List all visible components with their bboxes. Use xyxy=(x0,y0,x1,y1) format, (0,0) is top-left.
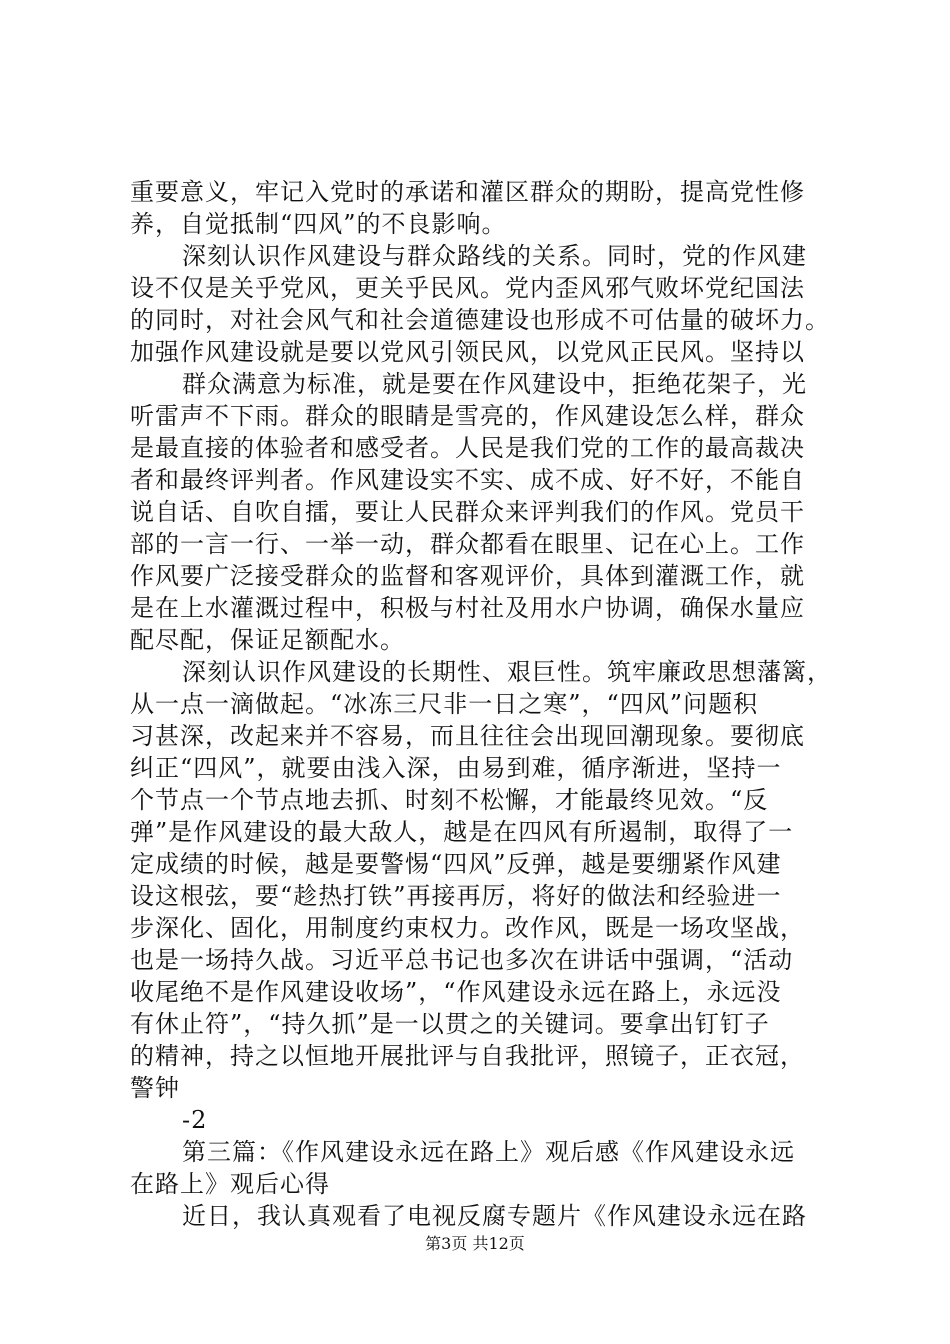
paragraph-first-line: 群众满意为标准，就是要在作风建设中，拒绝花架子，光 xyxy=(182,370,807,398)
text-line: 也是一场持久战。习近平总书记也多次在讲话中强调，“活动 xyxy=(130,946,794,974)
text-line: 个节点一个节点地去抓、时刻不松懈，才能最终见效。“反 xyxy=(130,786,769,814)
text-line: 定成绩的时候，越是要警惕“四风”反弹，越是要绷紧作风建 xyxy=(130,850,782,878)
text-line: 设这根弦，要“趁热打铁”再接再厉，将好的做法和经验进一 xyxy=(130,882,782,910)
text-line: 者和最终评判者。作风建设实不实、成不成、好不好，不能自 xyxy=(130,466,805,494)
text-line: 步深化、固化，用制度约束权力。改作风，既是一场攻坚战， xyxy=(130,914,805,942)
text-line: 弹”是作风建设的最大敌人，越是在四风有所遏制，取得了一 xyxy=(130,818,794,846)
text-line: 警钟 xyxy=(130,1074,180,1102)
text-line: 在路上》观后心得 xyxy=(130,1170,330,1198)
text-line: 听雷声不下雨。群众的眼睛是雪亮的，作风建设怎么样，群众 xyxy=(130,402,805,430)
paragraph-first-line: 深刻认识作风建设的长期性、艰巨性。筑牢廉政思想藩篱， xyxy=(182,658,832,686)
text-line: 的同时，对社会风气和社会道德建设也形成不可估量的破坏力。 xyxy=(130,306,830,334)
text-line: 部的一言一行、一举一动，群众都看在眼里、记在心上。工作 xyxy=(130,530,805,558)
text-line: 的精神，持之以恒地开展批评与自我批评，照镜子，正衣冠， xyxy=(130,1042,805,1070)
paragraph-first-line: 深刻认识作风建设与群众路线的关系。同时，党的作风建 xyxy=(182,242,807,270)
text-line: 作风要广泛接受群众的监督和客观评价，具体到灌溉工作，就 xyxy=(130,562,805,590)
text-line: 从一点一滴做起。“冰冻三尺非一日之寒”，“四风”问题积 xyxy=(130,690,759,718)
text-line: 加强作风建设就是要以党风引领民风，以党风正民风。坚持以 xyxy=(130,338,805,366)
text-line: 说自话、自吹自擂，要让人民群众来评判我们的作风。党员干 xyxy=(130,498,805,526)
text-line: 收尾绝不是作风建设收场”，“作风建设永远在路上，永远没 xyxy=(130,978,782,1006)
page-marker: -2 xyxy=(182,1106,208,1134)
text-line: 设不仅是关乎党风，更关乎民风。党内歪风邪气败坏党纪国法 xyxy=(130,274,805,302)
page-footer: 第3页 共12页 xyxy=(425,1234,525,1253)
paragraph-first-line: 近日，我认真观看了电视反腐专题片《作风建设永远在路 xyxy=(182,1202,807,1230)
text-line: 配尽配，保证足额配水。 xyxy=(130,626,405,654)
text-line: 习甚深，改起来并不容易，而且往往会出现回潮现象。要彻底 xyxy=(130,722,805,750)
text-line: 养，自觉抵制“四风”的不良影响。 xyxy=(130,210,507,238)
text-line: 是最直接的体验者和感受者。人民是我们党的工作的最高裁决 xyxy=(130,434,805,462)
text-line: 是在上水灌溉过程中，积极与村社及用水户协调，确保水量应 xyxy=(130,594,805,622)
text-line: 重要意义，牢记入党时的承诺和灌区群众的期盼，提高党性修 xyxy=(130,178,805,206)
section-heading: 第三篇：《作风建设永远在路上》观后感《作风建设永远 xyxy=(182,1138,795,1166)
text-line: 有休止符”，“持久抓”是一以贯之的关键词。要拿出钉钉子 xyxy=(130,1010,770,1038)
text-line: 纠正“四风”，就要由浅入深，由易到难，循序渐进，坚持一 xyxy=(130,754,782,782)
